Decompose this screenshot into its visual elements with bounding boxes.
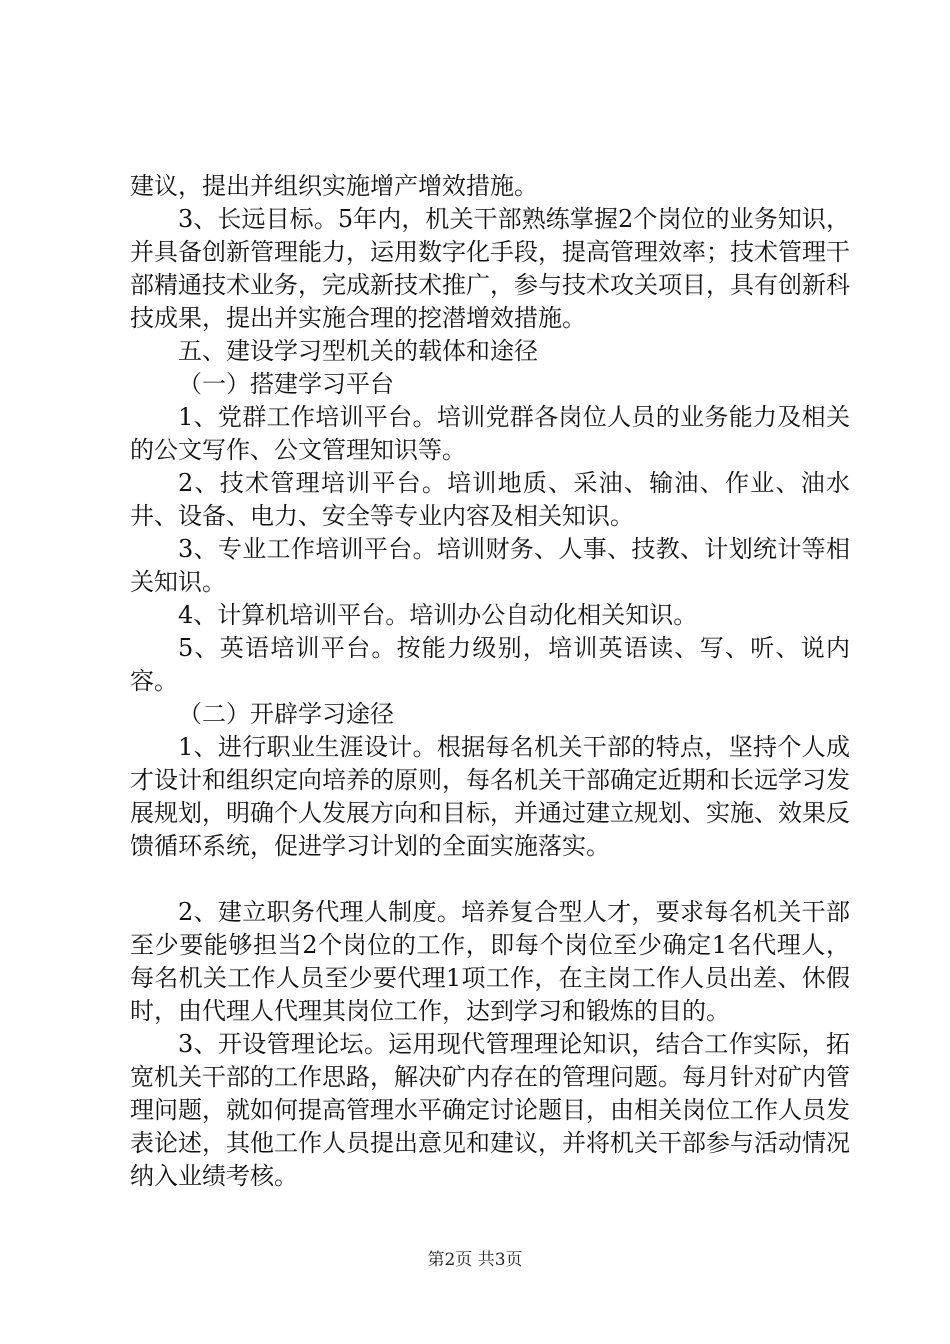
blank-line [130, 863, 850, 896]
paragraph-computer-training: 4、计算机培训平台。培训办公自动化相关知识。 [178, 601, 698, 629]
section-heading-5: 五、建设学习型机关的载体和途径 [178, 337, 538, 365]
paragraph-deputy-system: 2、建立职务代理人制度。培养复合型人才，要求每名机关干部至少要能够担当2个岗位的工作，即每个岗位至少确定1名代理人，每名机关工作人员至少要代理1项工作，在主岗工作人员出差、休假时，由代理人代理其岗位工作，达到学习和锻炼的目的。 [130, 898, 850, 1025]
document-body [130, 170, 850, 1193]
page-number-footer: 第2页 共3页 [427, 1250, 523, 1270]
paragraph-english-training: 5、英语培训平台。按能力级别，培训英语读、写、听、说内容。 [130, 634, 850, 695]
paragraph-technical-training: 2、技术管理培训平台。培训地质、采油、输油、作业、油水井、设备、电力、安全等专业内容及相关知识。 [130, 469, 850, 530]
paragraph-career-design: 1、进行职业生涯设计。根据每名机关干部的特点，坚持个人成才设计和组织定向培养的原则，每名机关干部确定近期和长远学习发展规划，明确个人发展方向和目标，并通过建立规划、实施、效果反馈循环系统，促进学习计划的全面实施落实。 [130, 733, 850, 860]
paragraph-continuation: 建议，提出并组织实施增产增效措施。 [130, 172, 538, 200]
paragraph-management-forum: 3、开设管理论坛。运用现代管理理论知识，结合工作实际，拓宽机关干部的工作思路，解决矿内存在的管理问题。每月针对矿内管理问题，就如何提高管理水平确定讨论题目，由相关岗位工作人员发表论述，其他工作人员提出意见和建议，并将机关干部参与活动情况纳入业绩考核。 [130, 1030, 850, 1190]
paragraph-professional-training: 3、专业工作培训平台。培训财务、人事、技教、计划统计等相关知识。 [130, 535, 850, 596]
subsection-heading-2: （二）开辟学习途径 [178, 700, 394, 728]
subsection-heading-1: （一）搭建学习平台 [178, 370, 394, 398]
paragraph-long-term-goal: 3、长远目标。5年内，机关干部熟练掌握2个岗位的业务知识，并具备创新管理能力，运用数字化手段，提高管理效率；技术管理干部精通技术业务，完成新技术推广，参与技术攻关项目，具有创新科技成果，提出并实施合理的挖潜增效措施。 [130, 205, 850, 332]
paragraph-party-training: 1、党群工作培训平台。培训党群各岗位人员的业务能力及相关的公文写作、公文管理知识等。 [130, 403, 850, 464]
